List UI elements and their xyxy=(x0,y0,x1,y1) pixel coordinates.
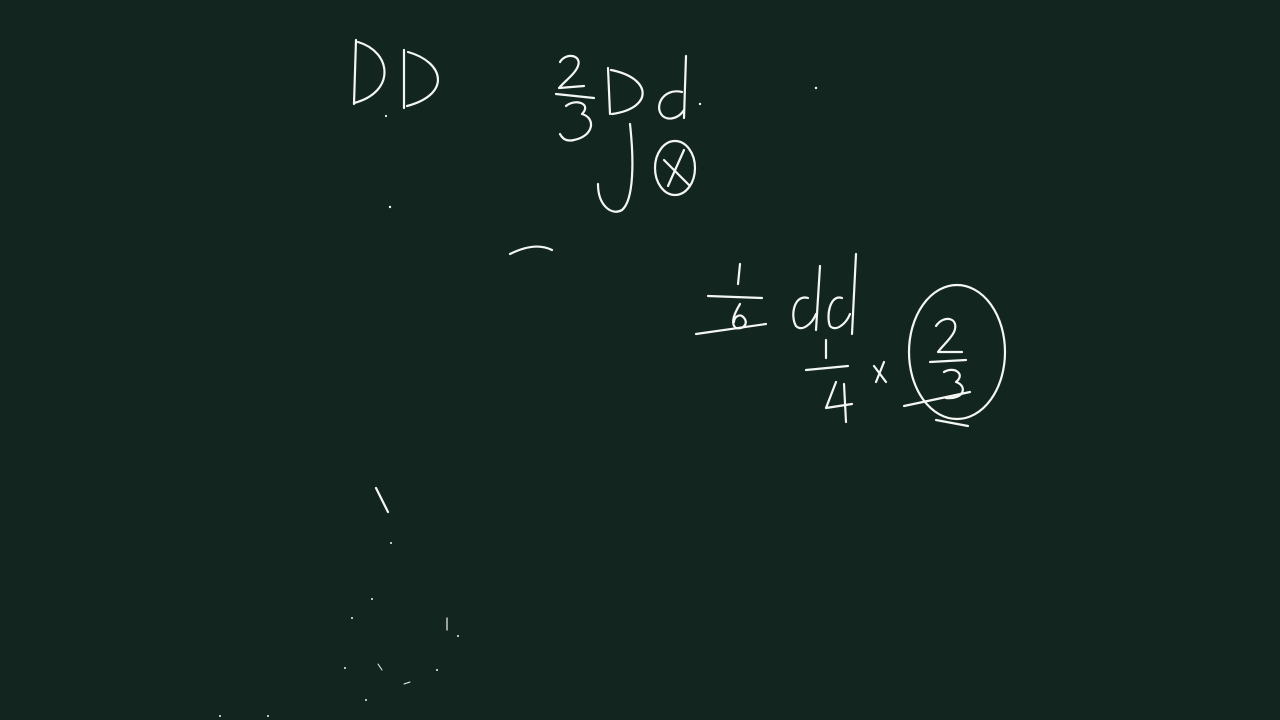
stray-mark xyxy=(385,115,552,254)
handwritten-J-O xyxy=(598,124,695,212)
handwritten-two-thirds-Dd xyxy=(556,56,817,141)
handwritten-one-quarter-times xyxy=(806,340,886,422)
handwritten-circled-two-thirds xyxy=(904,285,1005,426)
handwritten-one-sixth-dd xyxy=(696,254,856,334)
faint-marks xyxy=(219,488,459,717)
handwritten-DD xyxy=(354,40,438,108)
